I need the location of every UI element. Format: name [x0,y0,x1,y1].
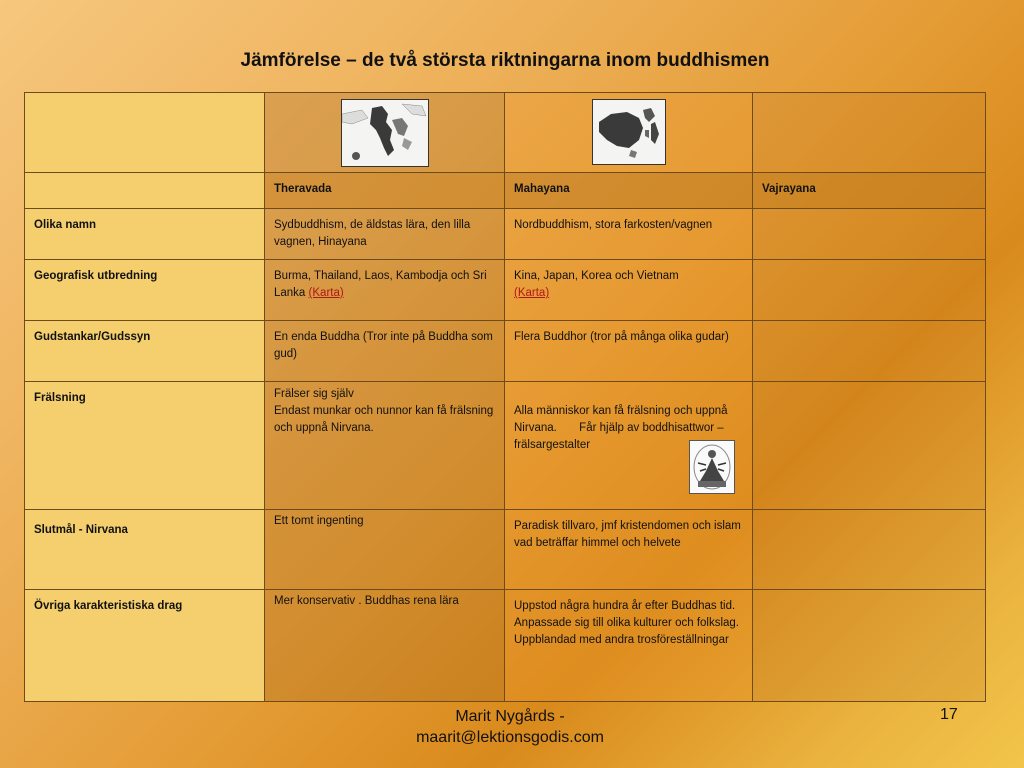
table-row [25,260,986,321]
theravada-cell: Ett tomt ingenting [265,510,505,590]
vajrayana-cell [753,590,986,702]
theravada-map-link[interactable]: (Karta) [308,287,344,299]
southeast-asia-map-icon[interactable] [341,99,429,167]
mahayana-cell: Flera Buddhor (tror på många olika gudar) [505,321,753,382]
page-number: 17 [940,706,958,723]
table-row [25,209,986,260]
table-row [25,590,986,702]
vajrayana-cell [753,510,986,590]
vajrayana-cell [753,209,986,260]
row-label: Slutmål - Nirvana [25,510,265,590]
author-name: Marit Nygårds - [455,708,565,725]
theravada-cell: Sydbuddhism, de äldstas lära, den lilla vagnen, Hinayana [265,209,505,260]
column-header-mahayana: Mahayana [505,173,753,209]
mahayana-cell: Paradisk tillvaro, jmf kristendomen och islam vad beträffar himmel och helvete [505,510,753,590]
map-row [25,93,986,173]
table-row [25,510,986,590]
mahayana-cell: Nordbuddhism, stora farkosten/vagnen [505,209,753,260]
mahayana-text: Kina, Japan, Korea och Vietnam [514,270,679,282]
bodhisattva-image-icon [689,440,735,494]
footer-author [380,706,640,748]
vajrayana-cell [753,260,986,321]
mahayana-map-cell [505,93,753,173]
theravada-cell [265,260,505,321]
empty-cell [25,93,265,173]
empty-header-cell [25,173,265,209]
comparison-table [24,92,986,702]
mahayana-cell: Uppstod några hundra år efter Buddhas tid. Anpassade sig till olika kulturer och folkslag. Uppblandad med andra trosföreställningar [505,590,753,702]
row-label: Olika namn [25,209,265,260]
row-label: Gudstankar/Gudssyn [25,321,265,382]
theravada-cell: Mer konservativ . Buddhas rena lära [265,590,505,702]
author-email: maarit@lektionsgodis.com [416,729,604,746]
header-row [25,173,986,209]
theravada-text: Burma, Thailand, Laos, Kambodja och Sri Lanka [274,270,487,299]
table-row [25,382,986,510]
vajrayana-map-cell [753,93,986,173]
vajrayana-cell [753,382,986,510]
page-title: Jämförelse – de två största riktningarna inom buddhismen [240,50,770,71]
row-label: Geografisk utbredning [25,260,265,321]
mahayana-map-link[interactable]: (Karta) [514,287,550,299]
column-header-vajrayana: Vajrayana [753,173,986,209]
theravada-line: Endast munkar och nunnor kan få frälsning och uppnå Nirvana. [274,405,494,434]
row-label: Övriga karakteristiska drag [25,590,265,702]
column-header-theravada: Theravada [265,173,505,209]
mahayana-cell [505,260,753,321]
theravada-cell: En enda Buddha (Tror inte på Buddha som gud) [265,321,505,382]
east-asia-map-icon[interactable] [592,99,666,165]
mahayana-cell: Alla människor kan få frälsning och uppnå Nirvana. Får hjälp av boddhisattwor – frälsargestalter [505,382,753,510]
theravada-cell [265,382,505,510]
theravada-map-cell [265,93,505,173]
vajrayana-cell [753,321,986,382]
table-row [25,321,986,382]
theravada-line: Frälser sig själv [274,388,354,400]
row-label: Frälsning [25,382,265,510]
